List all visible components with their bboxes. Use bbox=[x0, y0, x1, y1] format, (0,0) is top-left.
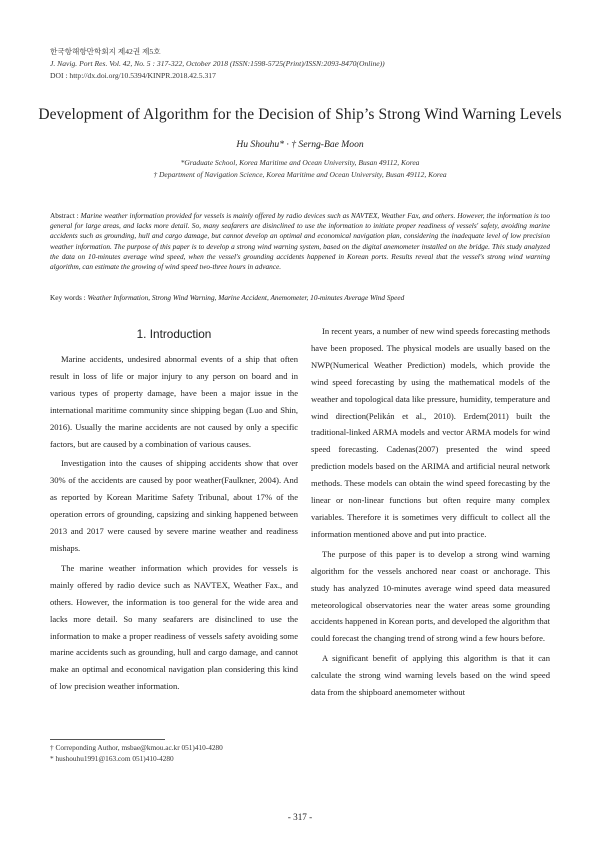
abstract bbox=[50, 211, 550, 272]
paragraph: A significant benefit of applying this algorithm is that it can calculate the strong wind warning levels based on the wind speed data from the shipboard anemometer without bbox=[311, 653, 550, 698]
paragraph: The purpose of this paper is to develop a strong wind warning algorithm for the vessels anchored near coast or anchorage. This study has analyzed 10-minutes average wind speed data measured meteorological observatories near the water areas some grounding accidents happened in Korean ports, and developed the algorithm that could forecast the changing trend of strong wind a few hours before. bbox=[311, 548, 550, 644]
paper-title: Development of Algorithm for the Decision of Ship’s Strong Wind Warning Levels bbox=[38, 106, 562, 123]
footnote-rule bbox=[50, 739, 165, 740]
abstract-text: Marine weather information provided for vessels is mainly offered by radio devices such as NAVTEX, Weather Fax, and others. However, the information is too general for large areas, and lacks more detail. So, many seafarers are disinclined to use the information to initiate proper readiness of vessels' safety, avoiding marine accidents such as grounding, hull and cargo damage, but cannot develop an optimal and economical navigation plan, considering the inadequate level of low precision weather information. The purpose of this paper is to develop a strong wind warning system, based on the digital anemometer installed on the bridge. This study analyzed the data on 10-minutes average wind speed, when the vessel's grounding accidents happened in Korean ports. Results reveal that the vessel's strong wind warning algorithm, can estimate the growing of wind speed two-three hours in advance. bbox=[50, 211, 550, 272]
abstract-label: Abstract : bbox=[50, 211, 79, 220]
section-heading-introduction: 1. Introduction bbox=[136, 327, 212, 341]
footnote-author-email: * hushouhu1991@163.com 051)410-4280 bbox=[50, 754, 174, 763]
doi-line[interactable]: DOI : http://dx.doi.org/10.5394/KINPR.2018.42.5.317 bbox=[50, 71, 216, 80]
paragraph: Investigation into the causes of shipping accidents show that over 30% of the accidents are caused by poor weather(Faulkner, 2004). And as reported by Korean Maritime Safety Tribunal, about 17% of the operation errors of grounding, capsizing and sinking happened between 2013 and 2017 were caused by severe marine weather and readiness mishaps. bbox=[50, 458, 298, 553]
paragraph: Marine accidents, undesired abnormal events of a ship that often result in loss of life or major injury to any person on board and in various types of property damage, have been a major issue in the international maritime community since shipping began (Luo and Shin, 2016). Usually the marine accidents are not caused by only a specific factors, but are caused by a combination of various causes. bbox=[50, 354, 298, 449]
page-number: - 317 - bbox=[287, 812, 313, 822]
journal-citation: J. Navig. Port Res. Vol. 42, No. 5 : 317-322, October 2018 (ISSN:1598-5725(Print)/ISSN:2093-8470(Online)) bbox=[50, 59, 385, 68]
author-line: Hu Shouhu* · † Sernǥ-Bae Moon bbox=[236, 139, 364, 150]
affiliation-2: † Department of Navigation Science, Korea Maritime and Ocean University, Busan 49112, Korea bbox=[153, 170, 447, 179]
paragraph: In recent years, a number of new wind speeds forecasting methods have been proposed. The physical models are usually based on the NWP(Numerical Weather Prediction) models, which provide the wind speed forecasting by using the mathematical models of the weather and topological data like pressure, humidity, temperature and wind direction(Pelikán et al., 2010). Erdem(2011) built the traditional-linked ARMA models and vector ARMA models for wind speed forecasting. Cadenas(2007) presented the wind speed prediction models based on the ARIMA and artificial neural network methods. These models can obtain the wind speed forecasting by the linear or non-linear functions but often require many complex variables. Therefore it is sometimes very difficult to collect all the information mentioned above and put into practice. bbox=[311, 326, 550, 539]
paragraph: The marine weather information which provides for vessels is mainly offered by radio device such as NAVTEX, Weather Fax., and others. However, the information is too general for the wide area and lacks more detail. So many seafarers are disinclined to use the information to make a proper readiness of vessels safety avoiding some marine accidents such as grounding, hull and cargo damage, and cannot make an optimal and economical navigation plan considering this kind of low precision weather information. bbox=[50, 562, 298, 692]
keywords-text: Weather Information, Strong Wind Warning, Marine Accident, Anemometer, 10-minutes Average Wind Speed bbox=[87, 293, 405, 302]
footnote-corresponding-author: † Correponding Author, msbae@kmou.ac.kr 051)410-4280 bbox=[50, 743, 223, 752]
right-column bbox=[311, 323, 550, 701]
keywords-label: Key words : bbox=[50, 293, 86, 302]
keywords bbox=[50, 293, 404, 302]
journal-korean-title: 한국항해항만학회지 제42권 제5호 bbox=[50, 47, 161, 56]
affiliation-1: *Graduate School, Korea Maritime and Ocean University, Busan 49112, Korea bbox=[180, 158, 420, 167]
left-column bbox=[50, 351, 298, 695]
